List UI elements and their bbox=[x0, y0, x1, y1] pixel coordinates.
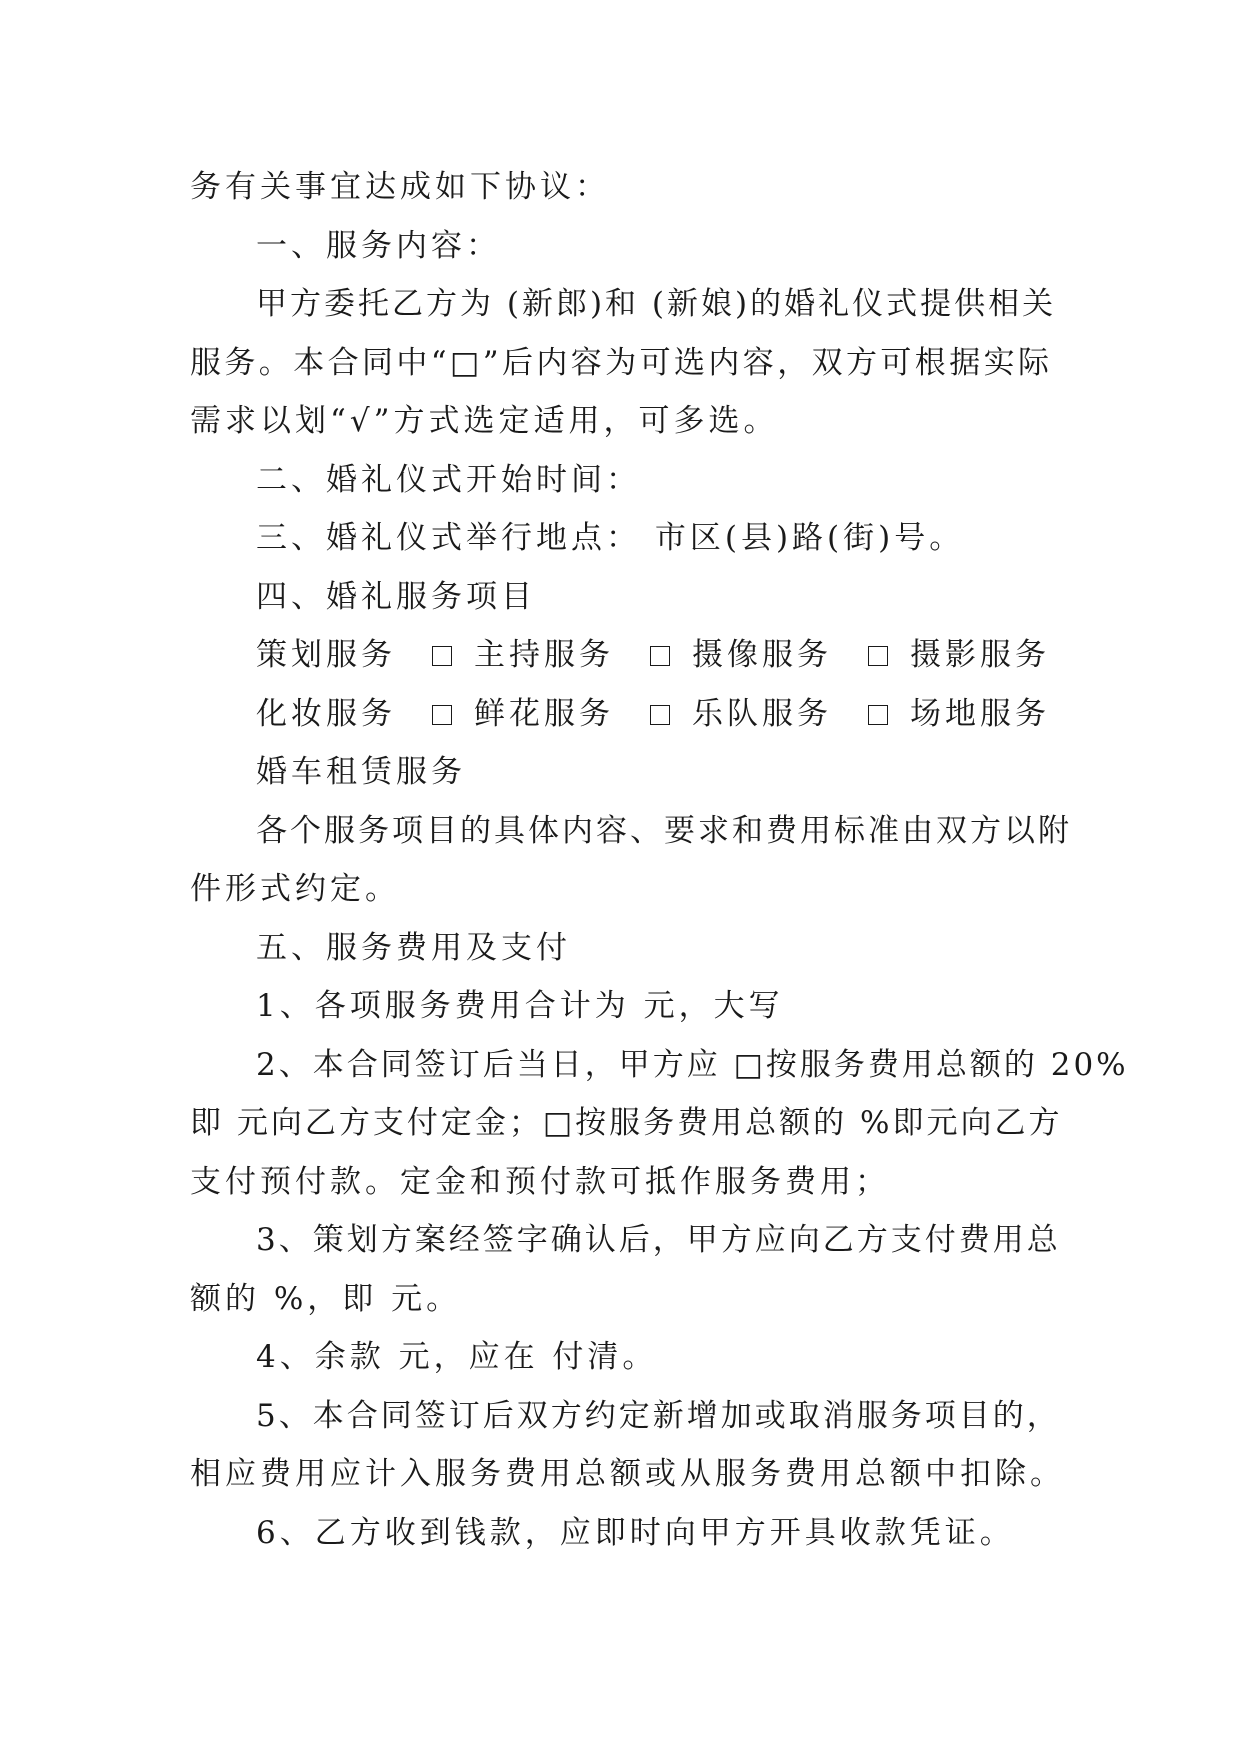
clause-2-line-2: 即 元向乙方支付定金；□按服务费用总额的 %即元向乙方 bbox=[190, 1105, 1063, 1141]
service-label: 摄像服务 bbox=[692, 637, 832, 673]
clause-4: 4、余款 元，应在 付清。 bbox=[256, 1339, 658, 1375]
contract-page bbox=[190, 158, 1129, 1562]
service-item bbox=[474, 685, 614, 744]
paragraph-service-terms-line-1: 各个服务项目的具体内容、要求和费用标准由双方以附 bbox=[256, 812, 1072, 849]
checkbox[interactable] bbox=[650, 646, 670, 666]
clause-2-line-3: 支付预付款。定金和预付款可抵作服务费用； bbox=[190, 1163, 890, 1200]
service-label: 婚车租赁服务 bbox=[256, 754, 466, 790]
service-item bbox=[692, 685, 832, 744]
service-row-1 bbox=[190, 626, 1052, 685]
service-label: 乐队服务 bbox=[692, 695, 832, 732]
paragraph-service-content-line-2: 服务。本合同中“□”后内容为可选内容，双方可根据实际 bbox=[190, 344, 1052, 381]
clause-6: 6、乙方收到钱款，应即时向甲方开具收款凭证。 bbox=[256, 1514, 1015, 1551]
clause-1: 1、各项服务费用合计为 元，大写 bbox=[256, 988, 784, 1024]
service-label: 场地服务 bbox=[910, 695, 1050, 732]
service-label: 摄影服务 bbox=[910, 637, 1050, 673]
paragraph-service-content-line-1: 甲方委托乙方为 (新郎)和 (新娘)的婚礼仪式提供相关 bbox=[256, 286, 1057, 322]
section-heading-start-time: 二、婚礼仪式开始时间： bbox=[256, 461, 641, 498]
paragraph-service-content-line-3: 需求以划“√”方式选定适用，可多选。 bbox=[190, 403, 779, 439]
service-row-2 bbox=[190, 685, 1052, 744]
section-heading-service-items: 四、婚礼服务项目 bbox=[256, 578, 536, 615]
service-label: 鲜花服务 bbox=[474, 695, 614, 732]
clause-5-line-2: 相应费用应计入服务费用总额或从服务费用总额中扣除。 bbox=[190, 1456, 1065, 1492]
section-heading-service-content: 一、服务内容： bbox=[256, 227, 501, 264]
service-label: 主持服务 bbox=[474, 637, 614, 673]
section-heading-fees: 五、服务费用及支付 bbox=[256, 929, 571, 966]
service-item bbox=[256, 685, 396, 744]
checkbox[interactable] bbox=[650, 705, 670, 725]
clause-3-line-2: 额的 %，即 元。 bbox=[190, 1280, 462, 1317]
service-label: 策划服务 bbox=[256, 637, 396, 673]
section-heading-venue: 三、婚礼仪式举行地点： 市区(县)路(街)号。 bbox=[256, 520, 965, 556]
service-row-3 bbox=[190, 743, 1052, 802]
service-label: 化妆服务 bbox=[256, 695, 396, 732]
checkbox[interactable] bbox=[868, 646, 888, 666]
service-item bbox=[910, 685, 1050, 744]
checkbox[interactable] bbox=[432, 705, 452, 725]
checkbox[interactable] bbox=[868, 705, 888, 725]
paragraph-intro-line: 务有关事宜达成如下协议： bbox=[190, 169, 610, 205]
clause-3-line-1: 3、策划方案经签字确认后，甲方应向乙方支付费用总 bbox=[256, 1222, 1061, 1258]
service-item bbox=[256, 626, 396, 685]
service-item bbox=[910, 626, 1050, 685]
checkbox[interactable] bbox=[432, 646, 452, 666]
clause-2-line-1: 2、本合同签订后当日，甲方应 □按服务费用总额的 20% bbox=[256, 1046, 1129, 1083]
service-item bbox=[692, 626, 832, 685]
service-item bbox=[474, 626, 614, 685]
paragraph-service-terms-line-2: 件形式约定。 bbox=[190, 871, 400, 907]
clause-5-line-1: 5、本合同签订后双方约定新增加或取消服务项目的， bbox=[256, 1397, 1061, 1434]
